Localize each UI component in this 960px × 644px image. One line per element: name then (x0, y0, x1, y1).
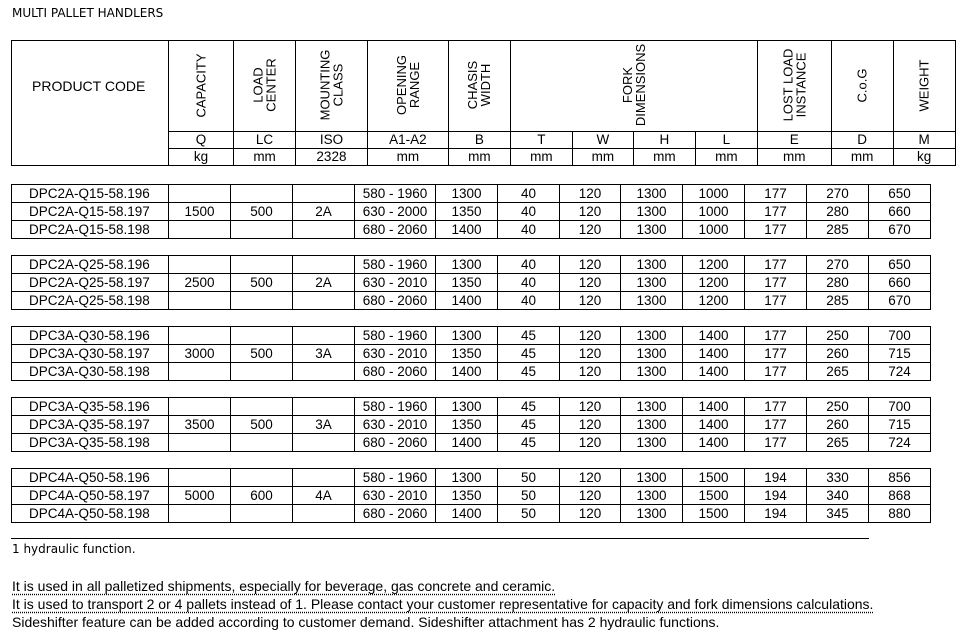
unit-cell: mm (572, 149, 633, 166)
note-transport: It is used to transport 2 or 4 pallets instead of 1. Please contact your customer representative for capacity and fork dimensions calculations. (12, 596, 874, 612)
fork-w-cell: 120 (560, 185, 621, 203)
fork-h-cell: 1300 (621, 292, 683, 310)
opening-range-header: OPENING RANGE (367, 41, 448, 132)
chasis-width-cell: 1300 (436, 185, 498, 203)
opening-range-cell: 680 - 2060 (355, 434, 436, 452)
load-center-cell (231, 469, 293, 487)
chasis-width-cell: 1350 (436, 274, 498, 292)
mounting-class-cell (293, 292, 355, 310)
cog-cell: 345 (807, 505, 869, 523)
capacity-cell: 5000 (169, 487, 231, 505)
lost-load-header: LOST LOAD INSTANCE (757, 41, 831, 132)
lost-load-cell: 177 (745, 185, 807, 203)
weight-cell: 724 (869, 363, 931, 381)
product-code-cell: DPC2A-Q15-58.196 (12, 185, 169, 203)
product-code-cell: DPC3A-Q30-58.197 (12, 345, 169, 363)
fork-h-cell: 1300 (621, 203, 683, 221)
fork-l-cell: 1400 (683, 363, 745, 381)
product-code-cell: DPC2A-Q25-58.197 (12, 274, 169, 292)
fork-l-cell: 1400 (683, 345, 745, 363)
cog-cell: 330 (807, 469, 869, 487)
mounting-class-cell (293, 256, 355, 274)
table-row (12, 487, 931, 505)
product-code-header: PRODUCT CODE (12, 41, 169, 132)
opening-range-cell: 630 - 2010 (355, 487, 436, 505)
opening-range-cell: 580 - 1960 (355, 398, 436, 416)
fork-w-cell: 120 (560, 221, 621, 239)
fork-w-cell: 120 (560, 469, 621, 487)
capacity-cell (169, 256, 231, 274)
opening-range-cell: 680 - 2060 (355, 292, 436, 310)
unit-cell: mm (831, 149, 893, 166)
cog-cell: 340 (807, 487, 869, 505)
symbol-cell: W (572, 132, 633, 149)
fork-t-cell: 45 (498, 398, 560, 416)
lost-load-cell: 194 (745, 505, 807, 523)
unit-cell: kg (169, 149, 234, 166)
table-row (12, 221, 931, 239)
fork-w-cell: 120 (560, 203, 621, 221)
load-center-cell: 500 (231, 345, 293, 363)
fork-h-cell: 1300 (621, 221, 683, 239)
fork-t-cell: 40 (498, 185, 560, 203)
mounting-class-cell (293, 434, 355, 452)
mounting-class-cell (293, 469, 355, 487)
footnote: 1 hydraulic function. (12, 542, 136, 556)
document-title: MULTI PALLET HANDLERS (12, 6, 164, 20)
opening-range-cell: 680 - 2060 (355, 505, 436, 523)
unit-cell: mm (234, 149, 296, 166)
symbol-cell: A1-A2 (367, 132, 448, 149)
product-code-cell: DPC3A-Q30-58.196 (12, 327, 169, 345)
load-center-cell (231, 398, 293, 416)
mounting-class-cell (293, 185, 355, 203)
chasis-width-cell: 1400 (436, 505, 498, 523)
weight-cell: 856 (869, 469, 931, 487)
fork-l-cell: 1200 (683, 256, 745, 274)
opening-range-cell: 580 - 1960 (355, 256, 436, 274)
fork-l-cell: 1500 (683, 487, 745, 505)
product-code-cell: DPC4A-Q50-58.198 (12, 505, 169, 523)
product-group-table (11, 326, 931, 381)
cog-cell: 260 (807, 345, 869, 363)
opening-range-cell: 630 - 2010 (355, 274, 436, 292)
capacity-cell (169, 221, 231, 239)
table-row (12, 274, 931, 292)
cog-cell: 280 (807, 203, 869, 221)
fork-l-cell: 1500 (683, 505, 745, 523)
cog-cell: 285 (807, 221, 869, 239)
unit-cell: mm (633, 149, 695, 166)
symbol-cell: LC (234, 132, 296, 149)
capacity-cell (169, 185, 231, 203)
opening-range-cell: 680 - 2060 (355, 363, 436, 381)
mounting-class-cell: 2A (293, 203, 355, 221)
lost-load-cell: 177 (745, 203, 807, 221)
product-code-cell: DPC2A-Q25-58.198 (12, 292, 169, 310)
fork-w-cell: 120 (560, 256, 621, 274)
cog-cell: 265 (807, 434, 869, 452)
table-row (12, 345, 931, 363)
weight-cell: 715 (869, 345, 931, 363)
lost-load-cell: 177 (745, 363, 807, 381)
cog-cell: 285 (807, 292, 869, 310)
capacity-cell (169, 363, 231, 381)
fork-w-cell: 120 (560, 505, 621, 523)
symbol-cell: L (695, 132, 757, 149)
load-center-cell (231, 185, 293, 203)
fork-w-cell: 120 (560, 327, 621, 345)
load-center-cell (231, 256, 293, 274)
mounting-class-cell: 4A (293, 487, 355, 505)
product-code-cell: DPC3A-Q35-58.197 (12, 416, 169, 434)
load-center-cell: 600 (231, 487, 293, 505)
weight-cell: 660 (869, 274, 931, 292)
fork-w-cell: 120 (560, 434, 621, 452)
load-center-cell: 500 (231, 416, 293, 434)
fork-w-cell: 120 (560, 292, 621, 310)
fork-w-cell: 120 (560, 487, 621, 505)
lost-load-cell: 177 (745, 327, 807, 345)
symbol-cell: Q (169, 132, 234, 149)
lost-load-cell: 177 (745, 434, 807, 452)
lost-load-cell: 177 (745, 292, 807, 310)
load-center-cell (231, 505, 293, 523)
fork-t-cell: 40 (498, 274, 560, 292)
unit-cell: mm (448, 149, 510, 166)
product-code-cell: DPC4A-Q50-58.196 (12, 469, 169, 487)
chasis-width-cell: 1400 (436, 292, 498, 310)
mounting-class-cell (293, 221, 355, 239)
table-row (12, 398, 931, 416)
fork-t-cell: 45 (498, 434, 560, 452)
weight-cell: 660 (869, 203, 931, 221)
capacity-cell (169, 469, 231, 487)
unit-cell: mm (367, 149, 448, 166)
fork-h-cell: 1300 (621, 256, 683, 274)
symbol-cell: D (831, 132, 893, 149)
weight-cell: 715 (869, 416, 931, 434)
fork-l-cell: 1200 (683, 292, 745, 310)
table-row (12, 203, 931, 221)
cog-cell: 250 (807, 327, 869, 345)
cog-cell: 270 (807, 256, 869, 274)
capacity-cell: 3000 (169, 345, 231, 363)
symbol-cell: H (633, 132, 695, 149)
lost-load-cell: 177 (745, 416, 807, 434)
product-code-cell: DPC2A-Q25-58.196 (12, 256, 169, 274)
capacity-cell (169, 505, 231, 523)
load-center-cell (231, 292, 293, 310)
fork-l-cell: 1000 (683, 203, 745, 221)
fork-t-cell: 50 (498, 505, 560, 523)
capacity-cell (169, 398, 231, 416)
fork-t-cell: 50 (498, 487, 560, 505)
mounting-class-cell (293, 363, 355, 381)
chasis-width-cell: 1300 (436, 469, 498, 487)
chasis-width-cell: 1350 (436, 416, 498, 434)
fork-l-cell: 1400 (683, 327, 745, 345)
fork-t-cell: 40 (498, 221, 560, 239)
opening-range-cell: 630 - 2010 (355, 345, 436, 363)
cog-cell: 265 (807, 363, 869, 381)
symbol-row (12, 132, 956, 149)
fork-w-cell: 120 (560, 274, 621, 292)
load-center-cell (231, 434, 293, 452)
fork-l-cell: 1500 (683, 469, 745, 487)
load-center-cell (231, 327, 293, 345)
lost-load-cell: 177 (745, 398, 807, 416)
mounting-class-header: MOUNTING CLASS (296, 41, 368, 132)
table-row (12, 292, 931, 310)
load-center-cell: 500 (231, 274, 293, 292)
fork-l-cell: 1000 (683, 185, 745, 203)
chasis-width-cell: 1350 (436, 203, 498, 221)
weight-cell: 670 (869, 292, 931, 310)
product-group-table (11, 397, 931, 452)
fork-t-cell: 45 (498, 416, 560, 434)
fork-w-cell: 120 (560, 345, 621, 363)
table-row (12, 327, 931, 345)
mounting-class-cell: 3A (293, 345, 355, 363)
capacity-cell: 2500 (169, 274, 231, 292)
weight-cell: 868 (869, 487, 931, 505)
unit-cell: kg (893, 149, 955, 166)
symbol-cell: T (510, 132, 572, 149)
symbol-cell: B (448, 132, 510, 149)
product-code-cell: DPC3A-Q35-58.198 (12, 434, 169, 452)
fork-l-cell: 1400 (683, 434, 745, 452)
symbol-cell: ISO (296, 132, 368, 149)
capacity-cell: 3500 (169, 416, 231, 434)
table-row (12, 363, 931, 381)
cog-cell: 250 (807, 398, 869, 416)
chasis-width-header: CHASIS WIDTH (448, 41, 510, 132)
product-group-table (11, 184, 931, 239)
product-group-table (11, 255, 931, 310)
weight-cell: 650 (869, 185, 931, 203)
fork-h-cell: 1300 (621, 487, 683, 505)
product-group-table (11, 468, 931, 523)
fork-h-cell: 1300 (621, 363, 683, 381)
mounting-class-cell (293, 327, 355, 345)
unit-cell: mm (510, 149, 572, 166)
footnote-rule (11, 538, 869, 539)
unit-cell: 2328 (296, 149, 368, 166)
fork-t-cell: 45 (498, 327, 560, 345)
cog-cell: 280 (807, 274, 869, 292)
chasis-width-cell: 1400 (436, 221, 498, 239)
weight-cell: 700 (869, 398, 931, 416)
fork-t-cell: 40 (498, 203, 560, 221)
capacity-cell (169, 292, 231, 310)
table-row (12, 416, 931, 434)
fork-h-cell: 1300 (621, 469, 683, 487)
chasis-width-cell: 1400 (436, 363, 498, 381)
lost-load-cell: 177 (745, 256, 807, 274)
table-row (12, 469, 931, 487)
fork-t-cell: 50 (498, 469, 560, 487)
product-code-cell: DPC3A-Q30-58.198 (12, 363, 169, 381)
cog-cell: 260 (807, 416, 869, 434)
weight-cell: 670 (869, 221, 931, 239)
weight-cell: 880 (869, 505, 931, 523)
symbol-cell: E (757, 132, 831, 149)
product-code-cell: DPC2A-Q15-58.197 (12, 203, 169, 221)
weight-cell: 650 (869, 256, 931, 274)
table-row (12, 185, 931, 203)
cog-cell: 270 (807, 185, 869, 203)
product-code-cell: DPC4A-Q50-58.197 (12, 487, 169, 505)
table-row (12, 256, 931, 274)
fork-w-cell: 120 (560, 416, 621, 434)
weight-header: WEIGHT (893, 41, 955, 132)
chasis-width-cell: 1300 (436, 256, 498, 274)
fork-h-cell: 1300 (621, 434, 683, 452)
chasis-width-cell: 1350 (436, 487, 498, 505)
table-row (12, 434, 931, 452)
chasis-width-cell: 1300 (436, 398, 498, 416)
opening-range-cell: 630 - 2000 (355, 203, 436, 221)
load-center-header: LOAD CENTER (234, 41, 296, 132)
fork-l-cell: 1000 (683, 221, 745, 239)
fork-t-cell: 45 (498, 345, 560, 363)
lost-load-cell: 194 (745, 469, 807, 487)
fork-l-cell: 1200 (683, 274, 745, 292)
capacity-cell (169, 434, 231, 452)
weight-cell: 724 (869, 434, 931, 452)
fork-h-cell: 1300 (621, 185, 683, 203)
fork-t-cell: 40 (498, 292, 560, 310)
fork-h-cell: 1300 (621, 416, 683, 434)
mounting-class-cell: 2A (293, 274, 355, 292)
load-center-cell (231, 221, 293, 239)
spec-table-header (11, 40, 956, 166)
fork-l-cell: 1400 (683, 398, 745, 416)
fork-h-cell: 1300 (621, 398, 683, 416)
load-center-cell: 500 (231, 203, 293, 221)
capacity-cell (169, 327, 231, 345)
chasis-width-cell: 1400 (436, 434, 498, 452)
fork-h-cell: 1300 (621, 505, 683, 523)
capacity-header: CAPACITY (169, 41, 234, 132)
chasis-width-cell: 1300 (436, 327, 498, 345)
product-code-cell: DPC2A-Q15-58.198 (12, 221, 169, 239)
lost-load-cell: 177 (745, 274, 807, 292)
opening-range-cell: 680 - 2060 (355, 221, 436, 239)
fork-h-cell: 1300 (621, 345, 683, 363)
table-row (12, 505, 931, 523)
fork-h-cell: 1300 (621, 327, 683, 345)
fork-l-cell: 1400 (683, 416, 745, 434)
fork-w-cell: 120 (560, 363, 621, 381)
unit-cell: mm (757, 149, 831, 166)
load-center-cell (231, 363, 293, 381)
product-code-cell: DPC3A-Q35-58.196 (12, 398, 169, 416)
unit-cell: mm (695, 149, 757, 166)
mounting-class-cell: 3A (293, 416, 355, 434)
weight-cell: 700 (869, 327, 931, 345)
lost-load-cell: 177 (745, 345, 807, 363)
note-usage: It is used in all palletized shipments, especially for beverage, gas concrete and ceramic. (12, 578, 556, 594)
product-code-header-spacer (12, 132, 169, 166)
fork-dimensions-header: FORK DIMENSIONS (510, 41, 757, 132)
opening-range-cell: 580 - 1960 (355, 185, 436, 203)
cog-header: C.o.G (831, 41, 893, 132)
opening-range-cell: 580 - 1960 (355, 327, 436, 345)
fork-h-cell: 1300 (621, 274, 683, 292)
lost-load-cell: 177 (745, 221, 807, 239)
opening-range-cell: 580 - 1960 (355, 469, 436, 487)
fork-w-cell: 120 (560, 398, 621, 416)
fork-t-cell: 45 (498, 363, 560, 381)
mounting-class-cell (293, 505, 355, 523)
note-sideshifter: Sideshifter feature can be added according to customer demand. Sideshifter attachment has 2 hydraulic functions. (12, 614, 720, 630)
capacity-cell: 1500 (169, 203, 231, 221)
lost-load-cell: 194 (745, 487, 807, 505)
fork-t-cell: 40 (498, 256, 560, 274)
mounting-class-cell (293, 398, 355, 416)
chasis-width-cell: 1350 (436, 345, 498, 363)
symbol-cell: M (893, 132, 955, 149)
opening-range-cell: 630 - 2010 (355, 416, 436, 434)
